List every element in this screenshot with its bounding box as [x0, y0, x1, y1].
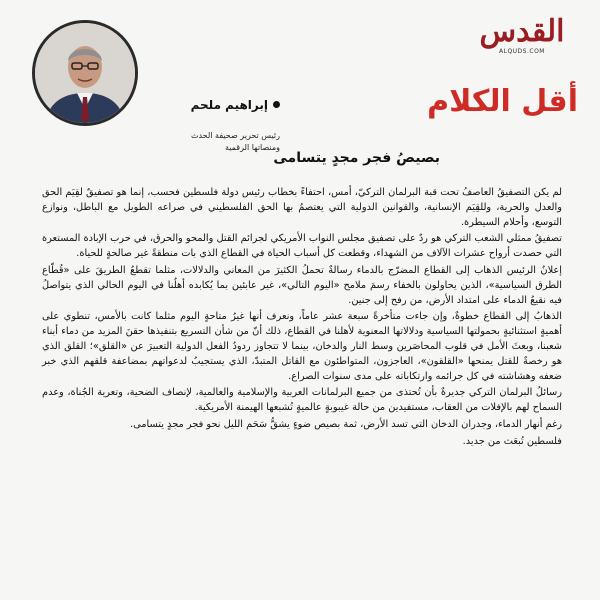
author-name: إبراهيم ملحم	[190, 98, 268, 112]
article-paragraph: تصفيقُ ممثلي الشعب التركي هو ردٌ على تصفيق مجلس النواب الأمريكي لجرائم القتل والمحو والحرق، في حرب الإبادة المستعرة التي حصدت أرواح عشرات الآلاف من الشهداء، وقطعت كل أسباب الحياة في القطاع الذي بات منطقةً غير صالحةٍ للحياة.	[42, 233, 562, 260]
author-photo-icon	[35, 23, 135, 123]
article-headline: بصيصُ فجر مجدٍ يتسامى	[273, 150, 440, 166]
article-paragraph: رغم أنهار الدماء، وجدران الدخان التي تسد الأرض، ثمة بصيص ضوءٍ يشقُّ سَحَم الليل نحو فجر مجدٍ يتسامى.	[130, 418, 562, 430]
author-role-line: ومنصاتها الرقمية	[224, 143, 280, 152]
logo-sub: ALQUDS.COM	[499, 48, 545, 55]
author-role-line: رئيس تحرير صحيفة الحدث	[190, 131, 280, 140]
logo-text: القدس	[479, 14, 565, 49]
article-header	[0, 0, 600, 160]
author-avatar	[32, 20, 138, 126]
newspaper-logo[interactable]	[462, 14, 582, 66]
article-paragraph: رسائلُ البرلمان التركي جديرةٌ بأن تُحتذى من جميع البرلمانات العربية والإسلامية والعالمية، لإنصاف الضحية، وتعرية الجُناة، وعدم السماح لهم بالإفلات من العقاب، مستفيدين من حالة غيبوبةٍ عالميةٍ تُشبعها الهيمنة الأمريكية.	[42, 387, 562, 414]
article-paragraph: لم يكن التصفيقُ العاصفُ تحت قبة البرلمان التركيّ، أمس، احتفاءً بخطاب رئيس دولة فلسطين فحسب، إنما هو تصفيقٌ لقِيَم الحق والعدل والحرية، وللقِيَم الإنسانية، والقوانين الدولية التي يعتصمُ بها الحق الفلسطيني في صراعه الطويل مع الباطل، ونوازع التوسع، وأحلام السيطرة.	[42, 187, 562, 228]
author-name-row	[150, 94, 280, 113]
article-paragraph: فلسطين تُبعَث من جديد.	[462, 435, 562, 447]
column-title: أقل الكلام	[427, 84, 578, 119]
article-paragraph: إعلانُ الرئيس الذهاب إلى القطاع المضرّج بالدماء رسالةٌ تحملُ الكثيرَ من المعاني والدلالات، مثلما تقطعُ الطريقَ على «قُطّاع الطرق السياسية»، الذين يحاولون بالخفاء رسمَ ملامح «اليوم التالي»، غير عابئين بما يُكابده أهلُنا في اليوم الحالي الذي يتواصلُ فيه نقيعُ الدماء على امتداد الأرض، من رفح إلى جنين.	[42, 264, 562, 306]
article-body	[42, 186, 562, 452]
article-paragraph: الذهابُ إلى القطاع خطوةٌ، وإن جاءت متأخرةً سبعة عشر عاماً، ونعرف أنها غيرُ متاحةٍ اليوم مثلما كانت بالأمس، تنطوي على أهميةٍ استثنائيةٍ بحمولتها السياسية ودلالاتها المعنوية لأهلنا في القطاع، ذلك أنّ من شأن التسريع بتنفيذها حقنَ المزيد من دماء أبناء شعبنا، وبعثَ الأمل في قلوب المحاصَرين وسط النار والدخان، بينما لا تتجاوز ردودُ الفعل الدولية التعبيرَ عن «القلق»؛ القلق الذي هو رخصةٌ للقتل يمنحها «القلقون»، العاجزون، المتواطئون مع القاتل المتبدّ، الذي يستجيبُ لدعواتهم بمضاعفة قلقهم الذي خبر ضعفه وهشاشته في كل جرائمه وارتكاباته على مدى سنوات الصراع.	[42, 311, 562, 382]
bullet-icon	[273, 101, 280, 108]
